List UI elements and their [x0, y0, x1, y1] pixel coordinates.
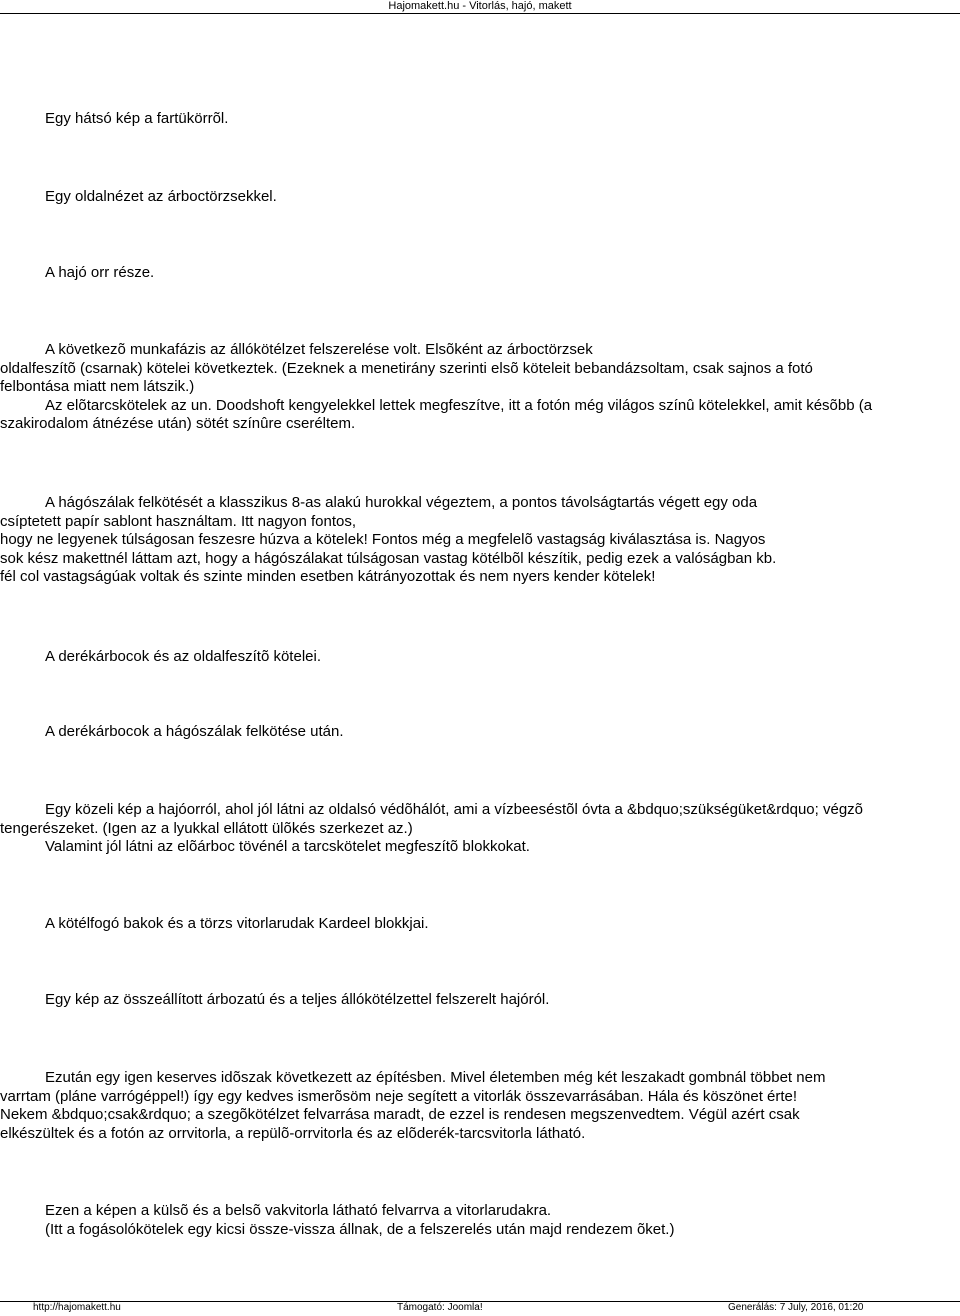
text-line: hogy ne legyenek túlságosan feszesre húzva a kötelek! Fontos még a megfelelõ vastagság kiválasztása is. Nagyos [0, 531, 766, 548]
text-line: fél col vastagságúak voltak és szinte minden esetben kátrányozottak és nem nyers kender kötelek! [0, 568, 656, 585]
text-line: Az elõtarcskötelek az un. Doodshoft kengyelekkel lettek megfeszítve, itt a fotón még világos színû kötelekkel, amit késõbb (a [45, 396, 873, 414]
text-line: A hágószálak felkötését a klasszikus 8-as alakú hurokkal végeztem, a pontos távolságtartás végett egy oda [45, 494, 758, 511]
text-line: Egy közeli kép a hajóorról, ahol jól látni az oldalsó védõhálót, ami a vízbeeséstõl óvta a &bdquo;szükségüket&rdquo; végzõ [45, 801, 863, 818]
article-paragraph [45, 723, 960, 742]
text-line: szakirodalom átnézése után) sötét színûre cseréltem. [0, 415, 356, 432]
article-paragraph [45, 110, 960, 129]
article-paragraph [45, 1202, 960, 1239]
text-line: A következõ munkafázis az állókötélzet felszerelése volt. Elsõként az árboctörzsek [45, 341, 593, 358]
text-line: csíptetett papír sablont használtam. Itt nagyon fontos, [0, 512, 357, 530]
header-divider [0, 13, 960, 14]
text-line: Egy oldalnézet az árboctörzsekkel. [45, 188, 277, 205]
article-paragraph [0, 801, 955, 857]
text-line: Ezután egy igen keserves idõszak következett az építésben. Mivel életemben még két leszakadt gombnál többet nem [45, 1069, 826, 1086]
article-paragraph [45, 264, 960, 283]
text-line: A derékárbocok és az oldalfeszítõ kötelei. [45, 648, 321, 665]
text-line: varrtam (pláne varrógéppel!) így egy kedves ismerõsöm neje segített a vitorlák összevarrásában. Hála és köszönet érte! [0, 1087, 798, 1105]
article-paragraph [0, 494, 955, 587]
text-line: A hajó orr része. [45, 264, 155, 281]
page-header-title: Hajomakett.hu - Vitorlás, hajó, makett [388, 0, 572, 12]
text-line: (Itt a fogásolókötelek egy kicsi össze-vissza állnak, de a felszerelés után majd rendezem õket.) [45, 1220, 675, 1238]
footer-sponsor: Támogató: Joomla! [397, 1302, 483, 1313]
article-paragraph [45, 991, 960, 1010]
text-line: Ezen a képen a külsõ és a belsõ vakvitorla látható felvarrva a vitorlarudakra. [45, 1202, 552, 1219]
text-line: A kötélfogó bakok és a törzs vitorlarudak Kardeel blokkjai. [45, 915, 429, 932]
text-line: A derékárbocok a hágószálak felkötése után. [45, 723, 344, 740]
article-paragraph [0, 1069, 955, 1143]
text-line: elkészültek és a fotón az orrvitorla, a repülõ-orrvitorla és az elõderék-tarcsvitorla látható. [0, 1124, 586, 1142]
footer-generated: Generálás: 7 July, 2016, 01:20 [728, 1302, 864, 1313]
article-paragraph [45, 188, 960, 207]
text-line: tengerészeket. (Igen az a lyukkal ellátott ülõkés szerkezet az.) [0, 819, 413, 837]
text-line: Valamint jól látni az elõárboc tövénél a tarcskötelet megfeszítõ blokkokat. [45, 838, 530, 855]
footer-url[interactable]: http://hajomakett.hu [33, 1302, 121, 1313]
text-line: Egy kép az összeállított árbozatú és a teljes állókötélzettel felszerelt hajóról. [45, 991, 550, 1008]
article-paragraph [45, 915, 960, 934]
text-line: oldalfeszítõ (csarnak) kötelei következtek. (Ezeknek a menetirány szerinti elsõ köteleit bebandázsoltam, csak sajnos a fotó [0, 359, 813, 377]
text-line: felbontása miatt nem látszik.) [0, 378, 195, 395]
text-line: Nekem &bdquo;csak&rdquo; a szegõkötélzet felvarrása maradt, de ezzel is rendesen megszenvedtem. Végül azért csak [0, 1106, 800, 1123]
article-paragraph [0, 341, 955, 434]
text-line: sok kész makettnél láttam azt, hogy a hágószálakat túlságosan vastag kötélbõl készítik, pedig ezek a valóságban kb. [0, 549, 777, 567]
article-paragraph [45, 648, 960, 667]
text-line: Egy hátsó kép a fartükörrõl. [45, 110, 229, 127]
